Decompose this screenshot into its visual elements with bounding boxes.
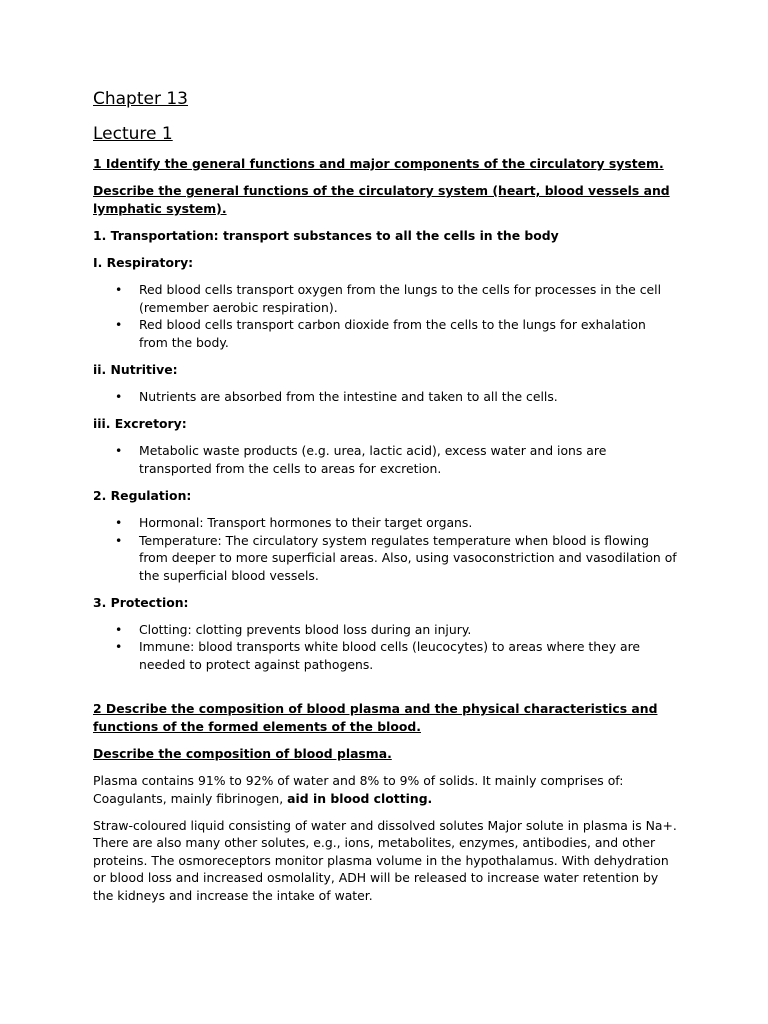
document-page — [93, 88, 678, 914]
list-item — [93, 388, 678, 406]
bullet-icon: • — [115, 621, 123, 637]
list-item-text: Clotting: clotting prevents blood loss during an injury. — [139, 621, 472, 637]
plasma-text: Plasma contains 91% to 92% of water and 8% to 9% of solids. It mainly comprises of: Coagulants, mainly fibrinogen, — [93, 772, 624, 806]
objective-1-heading: 1 Identify the general functions and major components of the circulatory system. — [93, 156, 664, 171]
straw-paragraph: Straw-coloured liquid consisting of water and dissolved solutes Major solute in plasma is Na+. There are also many other solutes, e.g., ions, metabolites, enzymes, antibodies, and other proteins. The osmoreceptors monitor plasma volume in the hypothalamus. With dehydration or blood loss and increased osmolality, ADH will be released to increase water retention by the kidneys and increase the intake of water. — [93, 817, 677, 903]
list-item-text: Hormonal: Transport hormones to their target organs. — [139, 514, 473, 530]
bullet-icon: • — [115, 281, 123, 297]
excretory-list — [93, 442, 678, 477]
blank-line — [93, 683, 678, 700]
list-item-text: Temperature: The circulatory system regulates temperature when blood is flowing from deeper to more superficial areas. Also, using vasoconstriction and vasodilation of the superficial blood vessels. — [139, 532, 677, 583]
bullet-icon: • — [115, 639, 123, 655]
list-item — [93, 514, 678, 532]
respiratory-list — [93, 281, 678, 351]
describe-1-heading: Describe the general functions of the circulatory system (heart, blood vessels and lymphatic system). — [93, 183, 670, 216]
objective-2-heading: 2 Describe the composition of blood plasma and the physical characteristics and functions of the formed elements of the blood. — [93, 701, 658, 734]
nutritive-heading: ii. Nutritive: — [93, 361, 178, 377]
describe-2-heading: Describe the composition of blood plasma. — [93, 745, 392, 761]
transportation-heading: 1. Transportation: transport substances to all the cells in the body — [93, 227, 559, 243]
list-item-text: Nutrients are absorbed from the intestine and taken to all the cells. — [139, 388, 558, 404]
list-item — [93, 621, 678, 639]
list-item-text: Red blood cells transport oxygen from the lungs to the cells for processes in the cell (remember aerobic respiration). — [139, 281, 662, 315]
bullet-icon: • — [115, 514, 123, 530]
bullet-icon: • — [115, 443, 123, 459]
regulation-heading: 2. Regulation: — [93, 487, 192, 503]
lecture-heading: Lecture 1 — [93, 124, 173, 144]
regulation-list — [93, 514, 678, 584]
list-item-text: Metabolic waste products (e.g. urea, lactic acid), excess water and ions are transported from the cells to areas for excretion. — [139, 443, 607, 476]
respiratory-heading: I. Respiratory: — [93, 254, 194, 270]
list-item — [93, 532, 678, 585]
plasma-paragraph — [93, 772, 678, 807]
list-item-text: Red blood cells transport carbon dioxide from the cells to the lungs for exhalation from the body. — [139, 317, 646, 350]
bullet-icon: • — [115, 388, 123, 404]
list-item-text: Immune: blood transports white blood cells (leucocytes) to areas where they are needed to protect against pathogens. — [139, 639, 641, 673]
list-item — [93, 281, 678, 316]
excretory-heading: iii. Excretory: — [93, 416, 187, 432]
protection-list — [93, 621, 678, 674]
list-item — [93, 638, 678, 673]
list-item — [93, 442, 678, 477]
plasma-bold-text: aid in blood clotting. — [287, 790, 433, 806]
bullet-icon: • — [115, 317, 123, 333]
protection-heading: 3. Protection: — [93, 594, 189, 610]
nutritive-list — [93, 388, 678, 406]
chapter-heading: Chapter 13 — [93, 89, 189, 109]
list-item — [93, 316, 678, 351]
bullet-icon: • — [115, 532, 123, 548]
